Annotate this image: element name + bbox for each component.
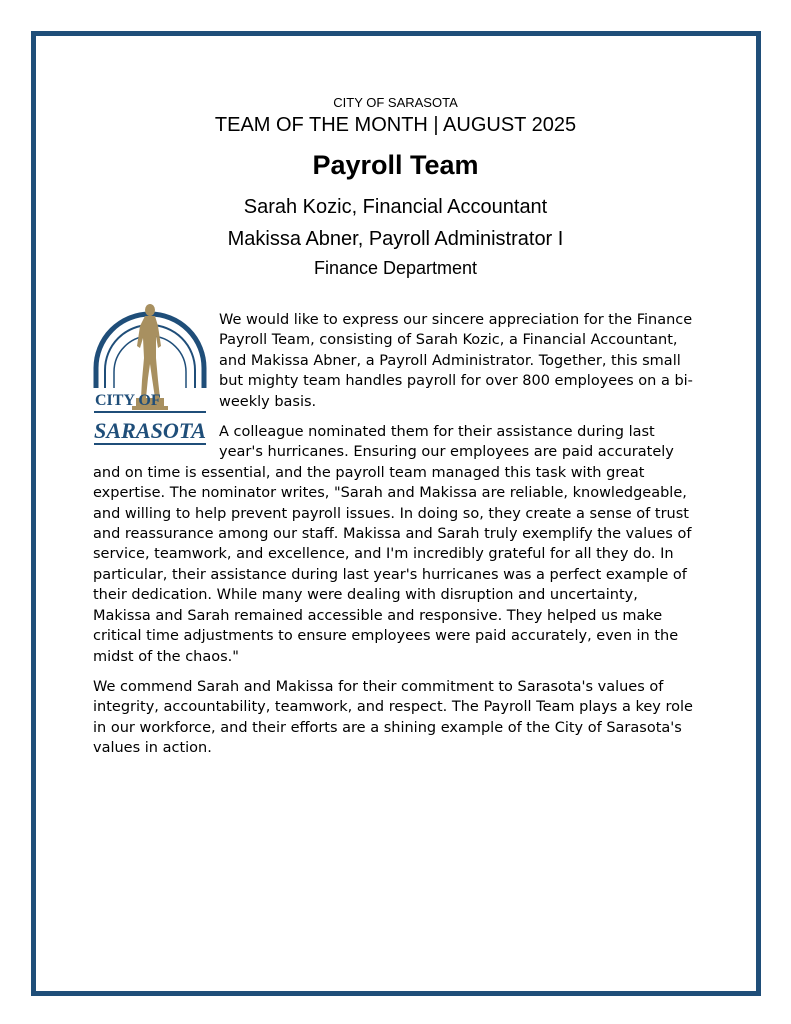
department-name: Finance Department bbox=[313, 258, 478, 278]
team-member-1: Sarah Kozic, Financial Accountant bbox=[243, 196, 548, 218]
paragraph-3: We commend Sarah and Makissa for their commitment to Sarasota's values of integrity, accountability, teamwork, and respect. The Payroll Team plays a key role in our workforce, and their efforts are a shining example of the City of Sarasota's values in action. bbox=[93, 678, 693, 757]
seal-sarasota-text: SARASOTA bbox=[94, 418, 206, 443]
paragraph-2: A colleague nominated them for their assistance during last year's hurricanes. Ensuring our employees are paid accurately and on time is essential, and the payroll team managed this task with great expertise. The nominator writes, "Sarah and Makissa are reliable, knowledgeable, and willing to help prevent payroll issues. In doing so, they create a sense of trust and reassurance among our staff. Makissa and Sarah truly exemplify the values of service, teamwork, and excellence, and I'm incredibly grateful for all they do. In particular, their assistance during last year's hurricanes was a perfect example of their dedication. While many were dealing with disruption and uncertainty, Makissa and Sarah remained accessible and responsive. They helped us make critical time adjustments to ensure employees were paid accurately, even in the midst of the chaos." bbox=[93, 424, 692, 665]
paragraph-1: We would like to express our sincere appreciation for the Finance Payroll Team, consisting of Sarah Kozic, a Financial Accountant, and Makissa Abner, a Payroll Administrator. Together, this small but mighty team handles payroll for over 800 employees on a bi-weekly basis. bbox=[219, 312, 693, 410]
team-member-2: Makissa Abner, Payroll Administrator I bbox=[227, 228, 564, 250]
seal-city-text: CITY OF bbox=[95, 392, 161, 409]
team-of-month-heading: TEAM OF THE MONTH | AUGUST 2025 bbox=[214, 114, 577, 136]
logo-spacer bbox=[93, 310, 219, 450]
city-heading: CITY OF SARASOTA bbox=[333, 95, 458, 110]
article-body bbox=[93, 310, 699, 769]
page-title: Payroll Team bbox=[312, 150, 479, 180]
